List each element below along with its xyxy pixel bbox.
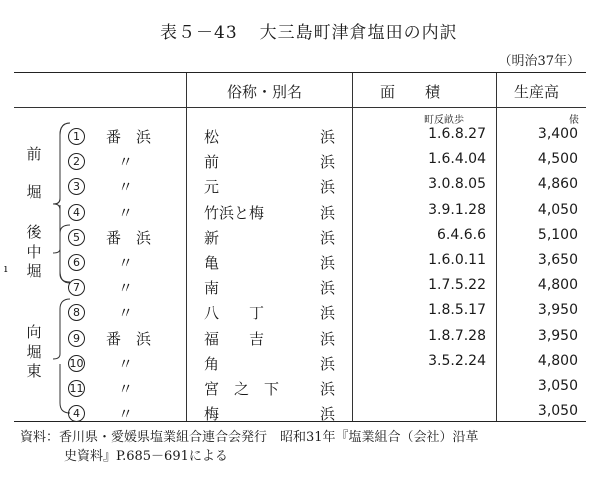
row-area: 6.4.6.6 [437, 226, 486, 243]
row-type: 〃 [118, 203, 134, 222]
row-production: 4,800 [537, 352, 578, 369]
row-type: 番 浜 [106, 128, 152, 146]
row-area: 1.7.5.22 [428, 277, 486, 294]
group-label-maebori: 前 堀 [26, 145, 42, 201]
table-row [14, 274, 586, 299]
row-name: 宮 之 下 [204, 380, 280, 398]
row-type: 〃 [118, 254, 134, 272]
group-label-mukobori: 向 堀 東 [26, 323, 42, 380]
data-table [14, 72, 586, 422]
row-name-suffix: 浜 [320, 178, 336, 197]
row-name-suffix: 浜 [320, 354, 336, 373]
header-rule [14, 107, 586, 108]
table-row [14, 199, 586, 224]
unit-production: 俵 [569, 115, 579, 126]
row-production: 3,650 [537, 252, 578, 268]
row-type: 〃 [118, 153, 134, 172]
row-production: 3,950 [537, 302, 578, 319]
row-name-suffix: 浜 [320, 329, 336, 348]
row-number: 7 [68, 279, 85, 296]
unit-area: 町反畝歩 [424, 115, 464, 126]
row-name-suffix: 浜 [320, 380, 336, 398]
table-row [14, 249, 586, 274]
row-name: 梅 [204, 405, 220, 424]
table-row [14, 350, 586, 375]
table-row [14, 173, 586, 198]
year-note: （明治37年） [498, 54, 580, 69]
source-line-1: 資料：香川県・愛媛県塩業組合連合会発行 昭和31年『塩業組合（会社）沿革 [20, 430, 479, 445]
row-name-suffix: 浜 [320, 203, 336, 222]
row-number: 2 [68, 153, 85, 170]
row-name-suffix: 浜 [320, 153, 336, 172]
table-row [14, 123, 586, 148]
table-row [14, 148, 586, 173]
source-line-2: 史資料』P.685－691による [64, 449, 228, 464]
table-row [14, 375, 586, 400]
row-production: 3,950 [537, 327, 578, 344]
row-name: 八 丁 [204, 304, 265, 323]
row-name: 新 [204, 228, 220, 247]
table-title [160, 18, 458, 43]
table-title-text: 大三島町津倉塩田の内訳 [259, 23, 458, 43]
row-number: 10 [69, 356, 84, 370]
row-production: 4,050 [537, 201, 578, 218]
row-area: 3.9.1.28 [428, 201, 486, 218]
row-name-suffix: 浜 [320, 254, 336, 272]
row-name: 南 [204, 279, 220, 298]
row-production: 4,800 [537, 277, 578, 294]
row-type: 〃 [118, 380, 134, 398]
table-row [14, 400, 586, 425]
row-type: 〃 [118, 304, 134, 323]
header-area: 面 積 [380, 83, 441, 101]
row-number: 6 [68, 254, 85, 271]
table-row [14, 299, 586, 324]
row-number: 4 [68, 405, 85, 422]
row-area: 3.5.2.24 [428, 352, 486, 369]
row-name: 竹浜と梅 [204, 203, 265, 222]
row-type: 〃 [118, 354, 134, 373]
row-type: 〃 [118, 178, 134, 197]
row-type: 番 浜 [106, 228, 152, 247]
row-number: 9 [68, 330, 85, 347]
row-name-suffix: 浜 [320, 304, 336, 323]
row-production: 4,860 [537, 176, 578, 193]
row-area: 1.8.7.28 [428, 327, 486, 344]
row-production: 4,500 [537, 151, 578, 168]
row-name: 元 [204, 178, 220, 197]
row-number: 11 [69, 382, 84, 395]
row-name: 福 吉 [204, 329, 265, 348]
row-production: 3,050 [537, 378, 578, 394]
margin-mark: ı [4, 262, 8, 275]
row-name-suffix: 浜 [320, 405, 336, 424]
row-area: 1.8.5.17 [428, 302, 486, 319]
row-type: 〃 [118, 279, 134, 298]
source-note [20, 428, 479, 466]
header-production: 生産高 [514, 83, 560, 101]
row-type: 番 浜 [106, 329, 152, 348]
row-name: 前 [204, 153, 220, 172]
row-area: 1.6.0.11 [428, 252, 486, 268]
row-area: 1.6.4.04 [428, 151, 486, 168]
row-name-suffix: 浜 [320, 279, 336, 298]
row-name-suffix: 浜 [320, 128, 336, 146]
row-name: 角 [204, 354, 220, 373]
row-area: 3.0.8.05 [428, 176, 486, 193]
row-production: 3,400 [537, 126, 578, 142]
table-row [14, 224, 586, 249]
row-production: 3,050 [537, 403, 578, 420]
row-number: 4 [68, 204, 85, 221]
row-number: 1 [68, 128, 85, 145]
row-number: 5 [68, 229, 85, 246]
header-name: 俗称・別名 [227, 83, 303, 101]
row-type: 〃 [118, 405, 134, 424]
row-number: 3 [68, 178, 85, 195]
group-label-atobori: 後 中 堀 [26, 223, 42, 280]
row-name: 亀 [204, 254, 220, 272]
row-name-suffix: 浜 [320, 228, 336, 247]
row-number: 8 [68, 304, 85, 321]
row-area: 1.6.8.27 [428, 126, 486, 142]
table-row [14, 325, 586, 350]
row-production: 5,100 [537, 226, 578, 243]
table-number: 表５－43 [160, 23, 238, 43]
row-name: 松 [204, 128, 220, 146]
